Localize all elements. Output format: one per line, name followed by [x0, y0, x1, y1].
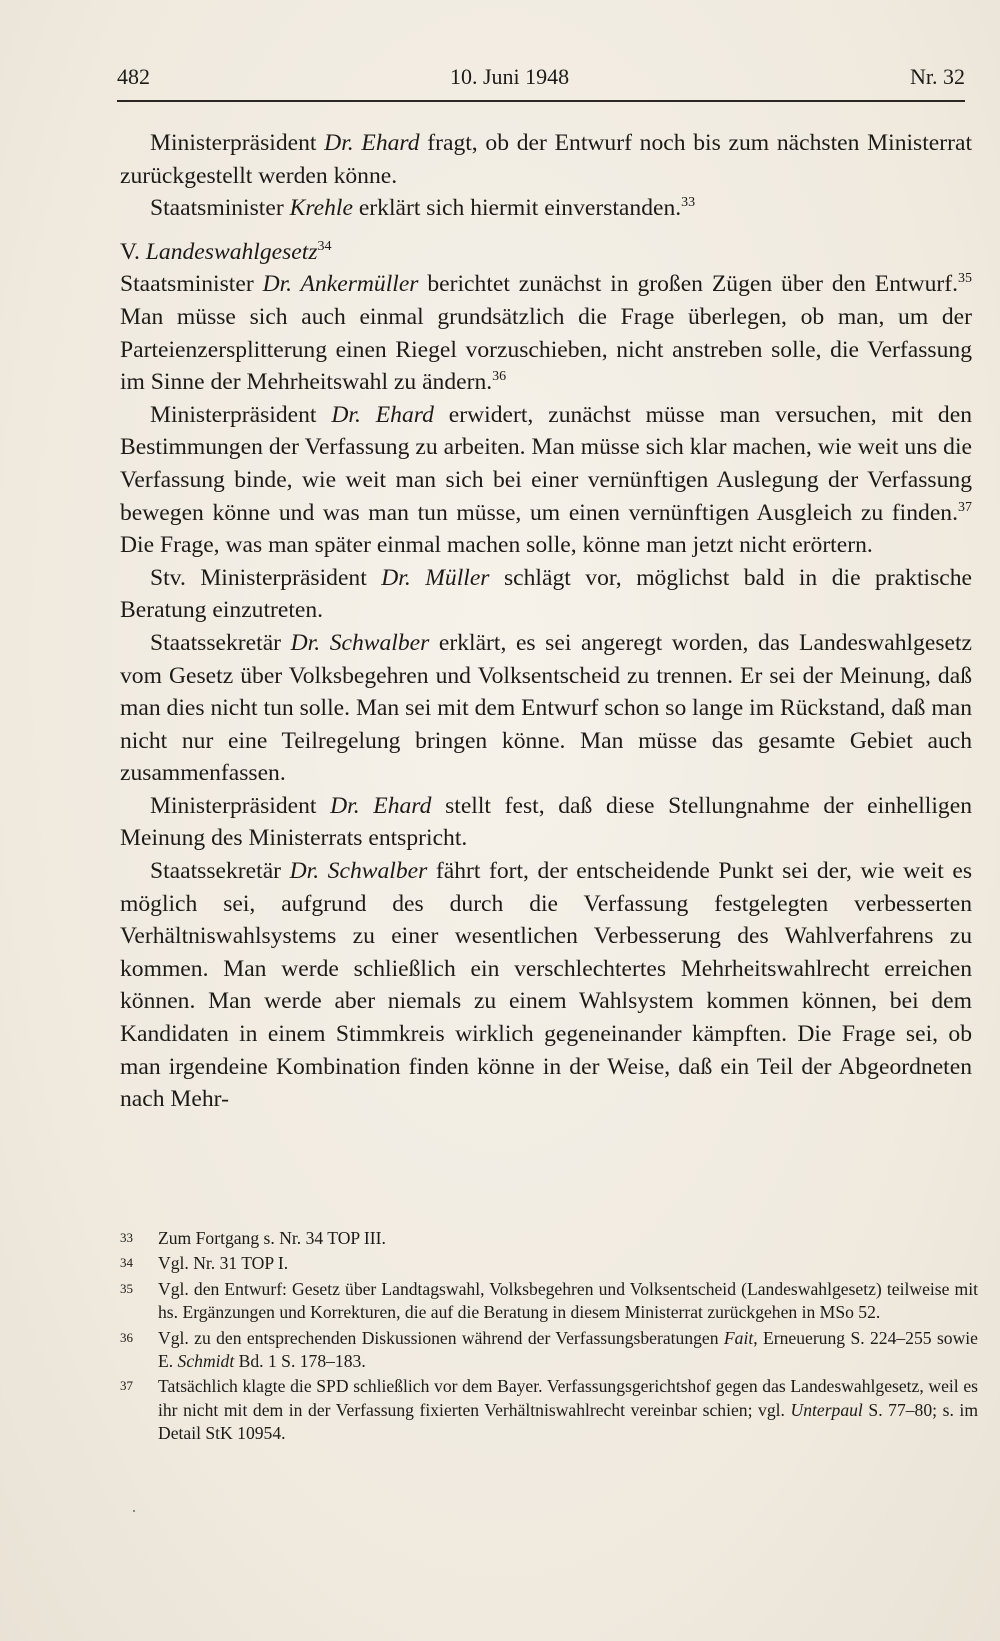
footnote-text: Vgl. den Entwurf: Gesetz über Landtagswahl, Volksbegehren und Volksentscheid (Landeswahlgesetz) teilweise mit hs. Ergänzungen und Korrekturen, die auf die Beratung in diesem Ministerrat zurückgehen in MSo 52. [158, 1278, 978, 1323]
speaker-name: Dr. Schwalber [289, 858, 428, 885]
paragraph: Ministerpräsident Dr. Ehard stellt fest, daß diese Stellungnahme der einhelligen Meinung des Ministerrats entspricht. [120, 792, 972, 852]
page-number: 482 [117, 64, 150, 89]
footnote [120, 1327, 978, 1374]
main-text [120, 127, 972, 1116]
speaker-name: Dr. Ehard [324, 130, 420, 156]
speaker-name: Dr. Schwalber [290, 629, 430, 656]
header-rule [117, 100, 965, 102]
speaker-name: Dr. Ehard [331, 401, 434, 428]
paragraph: Ministerpräsident Dr. Ehard erwidert, zunächst müsse man versuchen, mit den Bestimmungen der Verfassung zu arbeiten. Man müsse sich klar machen, wie weit uns die Verfassung binde, wie weit man sich bei einer vernünftigen Auslegung der Verfassung bewegen könne und was man tun müsse, um einen vernünftigen Ausgleich zu finden.$^{37}$ Die Frage, was man später einmal machen solle, könne man jetzt nicht erörtern. [120, 401, 972, 559]
footnote-ref[interactable]: 34 [317, 238, 332, 254]
footnote [120, 1227, 978, 1250]
footnote-ref[interactable]: 36 [492, 369, 507, 385]
paper-speck [133, 1510, 135, 1512]
paragraph: Staatsminister Dr. Ankermüller berichtet zunächst in großen Zügen über den Entwurf.$^{35}$ Man müsse sich auch einmal grundsätzlich die Frage überlegen, ob man, um der Parteienzersplitterung einen Riegel vorzuschieben, nicht anstreben solle, die Verfassung im Sinne der Mehrheitswahl zu ändern.$^{36}$ [120, 271, 972, 396]
footnote-text: Tatsächlich klagte die SPD schließlich vor dem Bayer. Verfassungsgerichtshof gegen das Landeswahlgesetz, weil es ihr nicht mit dem in der Verfassung fixierten Verhältniswahlrecht vereinbar schien; vgl. Unterpaul S. 77–80; s. im Detail StK 10954. [158, 1376, 979, 1444]
footnote [120, 1375, 978, 1445]
speaker-name: Dr. Ankermüller [262, 271, 419, 298]
footnote [120, 1252, 978, 1275]
speaker-name: Dr. Ehard [330, 792, 432, 819]
footnote-number: 34 [120, 1255, 133, 1271]
page-header [117, 62, 965, 98]
footnote-number: 36 [120, 1329, 133, 1345]
paragraph: Staatsminister Krehle erklärt sich hiermit einverstanden.$^{33}$ [150, 195, 696, 222]
section-heading: V. Landeswahlgesetz$^{34}$ [120, 238, 332, 265]
speaker-name: Dr. Müller [381, 564, 490, 591]
footnote-number: 35 [120, 1280, 133, 1296]
paragraph: Staatssekretär Dr. Schwalber erklärt, es sei angeregt worden, das Landeswahlgesetz vom Gesetz über Volksbegehren und Volksentscheid zu trennen. Er sei der Meinung, daß man dies nicht tun solle. Man sei mit dem Entwurf schon so lange im Rückstand, daß man nicht nur eine Teilregelung bringen könne. Man müsse das gesamte Gebiet auch zusammenfassen. [120, 629, 972, 787]
footnote-number: 37 [120, 1378, 133, 1394]
footnote-text: Vgl. zu den entsprechenden Diskussionen während der Verfassungsberatungen Fait, Erneuerung S. 224–255 sowie E. Schmidt Bd. 1 S. 178–183. [158, 1327, 978, 1372]
speaker-name: Krehle [289, 195, 353, 222]
footnote-ref[interactable]: 33 [681, 195, 696, 211]
paragraph: Staatssekretär Dr. Schwalber fährt fort, der entscheidende Punkt sei der, wie weit es möglich sei, aufgrund des durch die Verfassung festgelegten verbesserten Verhältniswahlsystems zu einer wesentlichen Verbesserung des Wahlverfahrens zu kommen. Man werde schließlich ein verschlechtertes Mehrheitswahlrecht erreichen können. Man werde aber niemals zu einem Wahlsystem kommen können, bei dem Kandidaten in einem Stimmkreis wirklich gegeneinander kämpften. Die Frage sei, ob man irgendeine Kombination finden könne in der Weise, daß ein Teil der Abgeordneten nach Mehr- [120, 858, 972, 1113]
header-issue-number: Nr. 32 [910, 64, 965, 89]
footnote-number: 33 [120, 1230, 133, 1245]
section-title: Landeswahlgesetz [145, 238, 318, 265]
footnote-text: Zum Fortgang s. Nr. 34 TOP III. [158, 1228, 386, 1248]
footnote-ref[interactable]: 35 [958, 271, 972, 287]
footnote-ref[interactable]: 37 [958, 499, 972, 515]
footnote-text: Vgl. Nr. 31 TOP I. [158, 1253, 289, 1274]
paragraph: Ministerpräsident Dr. Ehard fragt, ob der Entwurf noch bis zum nächsten Ministerrat zurückgestellt werden könne. [120, 130, 972, 189]
footnotes [120, 1227, 978, 1448]
paragraph: Stv. Ministerpräsident Dr. Müller schlägt vor, möglichst bald in die praktische Beratung einzutreten. [120, 564, 972, 624]
footnote [120, 1278, 978, 1325]
header-date: 10. Juni 1948 [450, 64, 570, 89]
